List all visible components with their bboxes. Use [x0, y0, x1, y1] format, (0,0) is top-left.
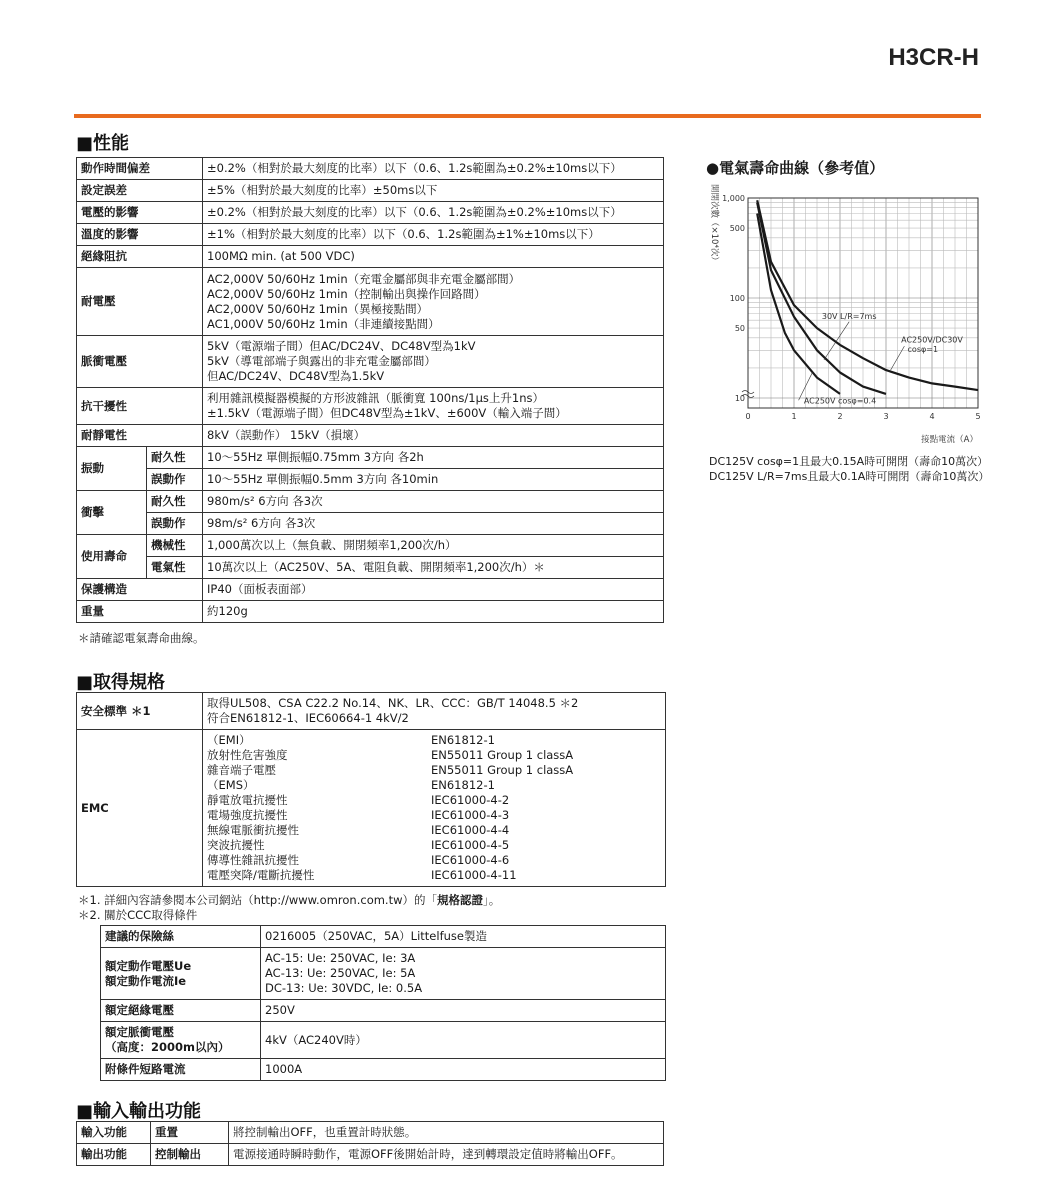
x-tick-label: 2 [837, 412, 843, 421]
ccc-value: 1000A [261, 1059, 666, 1081]
series-label-1: 30V L/R=7ms [821, 311, 877, 321]
y-tick-label: 10 [734, 394, 745, 403]
x-tick-label: 4 [929, 412, 935, 421]
table-row [77, 158, 664, 180]
safety-label: 安全標準 ＊1 [77, 693, 203, 730]
shock-label: 衝擊 [77, 491, 147, 535]
table-row [77, 388, 664, 425]
performance-note: ＊請確認電氣壽命曲線。 [78, 631, 205, 645]
table-row [77, 513, 664, 535]
ccc-value: 250V [261, 1000, 666, 1022]
shock-sub-label: 耐久性 [147, 491, 203, 513]
weight-value: 約120g [203, 601, 664, 623]
shock-value: 98m/s² 6方向 各3次 [203, 513, 664, 535]
series-label-3: AC250V cosφ=0.4 [803, 396, 877, 406]
shock-sub-label: 誤動作 [147, 513, 203, 535]
table-row [77, 336, 664, 388]
table-row [77, 202, 664, 224]
io-sub-label: 重置 [151, 1122, 229, 1144]
ccc-value: 0216005（250VAC，5A）Littelfuse製造 [261, 926, 666, 948]
row-label: 耐靜電性 [77, 425, 203, 447]
cert-note-1-end: 」。 [483, 893, 501, 907]
table-row [101, 926, 666, 948]
chart-notes [709, 454, 989, 484]
x-tick-label: 5 [975, 412, 981, 421]
ccc-label: 額定動作電壓Ue 額定動作電流Ie [101, 948, 261, 1000]
series-leader-1 [824, 322, 849, 360]
vibration-value: 10～55Hz 單側振幅0.75mm 3方向 各2h [203, 447, 664, 469]
x-tick-label: 3 [883, 412, 889, 421]
ccc-value: AC-15: Ue: 250VAC, Ie: 3A AC-13: Ue: 250VAC, Ie: 5A DC-13: Ue: 30VDC, Ie: 0.5A [261, 948, 666, 1000]
table-row [77, 557, 664, 579]
emc-label: EMC [77, 730, 203, 887]
y-tick-label: 50 [734, 324, 745, 334]
performance-heading: ■性能 [76, 133, 130, 154]
series-label-2b: cosφ=1 [907, 344, 939, 354]
row-value: 利用雜訊模擬器模擬的方形波雜訊（脈衝寬 100ns/1μs上升1ns） ±1.5kV（電源端子間）但DC48V型為±1kV、±600V（輸入端子間） [203, 388, 664, 425]
row-value: 8kV（誤動作） 15kV（損壞） [203, 425, 664, 447]
x-tick-label: 1 [791, 412, 797, 421]
row-label: 絕緣阻抗 [77, 246, 203, 268]
vibration-label: 振動 [77, 447, 147, 491]
x-axis-label: 接點電流（A） [921, 435, 978, 445]
io-label: 輸入功能 [77, 1122, 151, 1144]
model-name: H3CR-H [888, 44, 979, 71]
life-curve-chart [700, 178, 990, 450]
table-row [77, 180, 664, 202]
ccc-label: 附條件短路電流 [101, 1059, 261, 1081]
io-label: 輸出功能 [77, 1144, 151, 1166]
io-value: 電源接通時瞬時動作，電源OFF後開始計時，達到轉環設定值時將輸出OFF。 [229, 1144, 664, 1166]
table-row [101, 1059, 666, 1081]
table-row [101, 1022, 666, 1059]
ccc-table [100, 925, 666, 1081]
table-row [77, 268, 664, 336]
chart-title: ●電氣壽命曲線（參考值） [706, 159, 885, 177]
table-row [77, 1122, 664, 1144]
table-row [77, 246, 664, 268]
emc-standards: EN61812-1 EN55011 Group 1 classA EN55011 Group 1 classA EN61812-1 IEC61000-4-2 IEC61000-4-3 IEC61000-4-4 IEC61000-4-5 IEC61000-4-6 IEC61000-4-11 [431, 733, 574, 882]
ccc-label: 建議的保險絲 [101, 926, 261, 948]
chart-note-2: DC125V L/R=7ms且最大0.1A時可開閉（壽命10萬次） [709, 470, 990, 483]
row-value: ±0.2%（相對於最大刻度的比率）以下（0.6、1.2s範圍為±0.2%±10ms以下） [203, 202, 664, 224]
life-sub-label: 機械性 [147, 535, 203, 557]
table-row [77, 491, 664, 513]
emc-value [203, 730, 666, 887]
protection-label: 保護構造 [77, 579, 203, 601]
cert-note-1 [78, 892, 500, 908]
life-label: 使用壽命 [77, 535, 147, 579]
ccc-label: 額定絕緣電壓 [101, 1000, 261, 1022]
row-value: AC2,000V 50/60Hz 1min（充電金屬部與非充電金屬部間） AC2,000V 50/60Hz 1min（控制輸出與操作回路間） AC2,000V 50/60Hz 1min（異極接點間） AC1,000V 50/60Hz 1min（非連續接點間） [203, 268, 664, 336]
row-value: 100MΩ min. (at 500 VDC) [203, 246, 664, 268]
weight-label: 重量 [77, 601, 203, 623]
protection-value: IP40（面板表面部） [203, 579, 664, 601]
performance-table [76, 157, 664, 623]
row-label: 溫度的影響 [77, 224, 203, 246]
chart-note-1: DC125V cosφ=1且最大0.15A時可開閉（壽命10萬次） [709, 455, 989, 468]
y-tick-label: 1,000 [722, 194, 745, 203]
table-row [101, 1000, 666, 1022]
row-value: ±1%（相對於最大刻度的比率）以下（0.6、1.2s範圍為±1%±10ms以下） [203, 224, 664, 246]
certification-table [76, 692, 666, 887]
y-tick-label: 500 [729, 224, 745, 234]
series-label-2: AC250V/DC30V [901, 335, 963, 345]
table-row [77, 425, 664, 447]
vibration-sub-label: 耐久性 [147, 447, 203, 469]
table-row [77, 579, 664, 601]
io-sub-label: 控制輸出 [151, 1144, 229, 1166]
row-value: 5kV（電源端子間）但AC/DC24V、DC48V型為1kV 5kV（導電部端子與露出的非充電金屬部間） 但AC/DC24V、DC48V型為1.5kV [203, 336, 664, 388]
certification-heading: ■取得規格 [76, 672, 166, 693]
table-row [77, 601, 664, 623]
row-label: 耐電壓 [77, 268, 203, 336]
table-row [77, 469, 664, 491]
vibration-sub-label: 誤動作 [147, 469, 203, 491]
y-tick-label: 100 [729, 294, 745, 303]
y-axis-label: 開閉次數（×10⁴次） [709, 184, 719, 265]
shock-value: 980m/s² 6方向 各3次 [203, 491, 664, 513]
row-label: 設定誤差 [77, 180, 203, 202]
header-rule [74, 114, 981, 118]
series-line-2 [757, 200, 978, 390]
life-value: 10萬次以上（AC250V、5A、電阻負載、開閉頻率1,200次/h）＊ [203, 557, 664, 579]
row-label: 動作時間偏差 [77, 158, 203, 180]
io-table [76, 1121, 664, 1166]
safety-value: 取得UL508、CSA C22.2 No.14、NK、LR、CCC：GB/T 14048.5 ＊2 符合EN61812-1、IEC60664-1 4kV/2 [203, 693, 666, 730]
row-label: 脈衝電壓 [77, 336, 203, 388]
row-value: ±5%（相對於最大刻度的比率）±50ms以下 [203, 180, 664, 202]
life-value: 1,000萬次以上（無負載、開閉頻率1,200次/h） [203, 535, 664, 557]
cert-note-1-text: ＊1. 詳細內容請參閱本公司網站（http://www.omron.com.tw）的「 [78, 893, 437, 907]
table-row [77, 447, 664, 469]
vibration-value: 10～55Hz 單側振幅0.5mm 3方向 各10min [203, 469, 664, 491]
table-row [101, 948, 666, 1000]
series-line-3 [757, 214, 840, 394]
emc-tests: （EMI） 放射性危害強度 雜音端子電壓 （EMS） 靜電放電抗擾性 電場強度抗擾性 無線電脈衝抗擾性 突波抗擾性 傳導性雜訊抗擾性 電壓突降/電斷抗擾性 [207, 733, 315, 882]
ccc-label: 額定脈衝電壓 （高度：2000m以內） [101, 1022, 261, 1059]
table-row [77, 535, 664, 557]
x-tick-label: 0 [745, 412, 751, 421]
row-value: ±0.2%（相對於最大刻度的比率）以下（0.6、1.2s範圍為±0.2%±10ms以下） [203, 158, 664, 180]
life-sub-label: 電氣性 [147, 557, 203, 579]
cert-note-1-link: 規格認證 [437, 893, 483, 907]
row-label: 電壓的影響 [77, 202, 203, 224]
table-row [77, 224, 664, 246]
cert-note-2: ＊2. 關於CCC取得條件 [78, 908, 198, 922]
ccc-value: 4kV（AC240V時） [261, 1022, 666, 1059]
table-row [77, 1144, 664, 1166]
io-heading: ■輸入輸出功能 [76, 1101, 202, 1122]
io-value: 將控制輸出OFF，也重置計時狀態。 [229, 1122, 664, 1144]
row-label: 抗干擾性 [77, 388, 203, 425]
